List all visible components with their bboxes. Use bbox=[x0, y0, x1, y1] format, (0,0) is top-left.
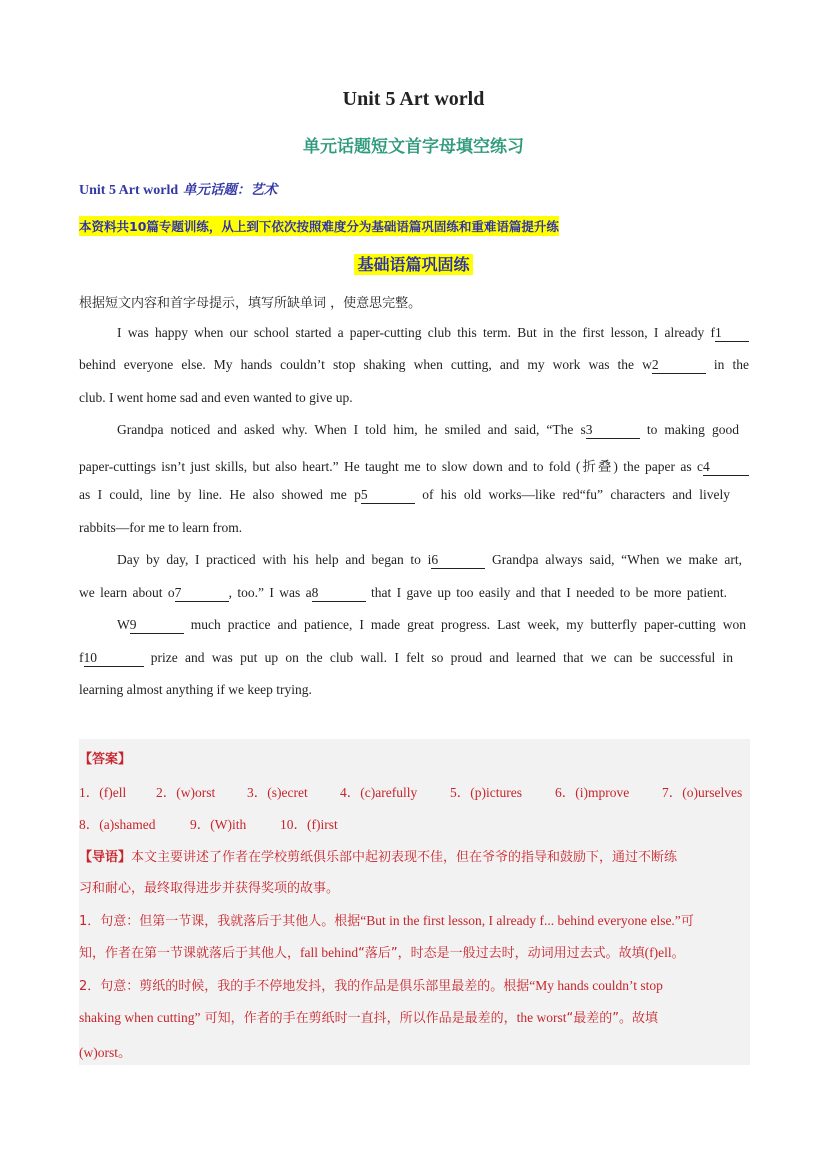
blank-8[interactable]: 8 bbox=[312, 586, 366, 602]
instruction: 根据短文内容和首字母提示，填写所缺单词 ，使意思完整。 bbox=[79, 296, 422, 311]
passage-line-2: behind everyone else. My hands couldn’t stop shaking when cutting, and my work was the w2 in the bbox=[79, 357, 749, 372]
answer-item: 6．(i)mprove bbox=[555, 785, 630, 800]
blank-10[interactable]: 10 bbox=[84, 651, 144, 667]
passage-line-6: as I could, line by line. He also showed me p5 of his old works—like red“fu” characters and lively bbox=[79, 487, 730, 502]
passage-line-4: Grandpa noticed and asked why. When I told him, he smiled and said, “The s3 to making good bbox=[117, 422, 739, 437]
page-title: Unit 5 Art world bbox=[342, 88, 485, 110]
answer-item: 1．(f)ell bbox=[79, 785, 127, 800]
answer-item: 3．(s)ecret bbox=[247, 785, 308, 800]
blank-9[interactable]: 9 bbox=[130, 618, 184, 634]
explain-2-line-1: 2．句意：剪纸的时候，我的手不停地发抖，我的作品是俱乐部里最差的。根据“My hands couldn’t stop bbox=[79, 978, 663, 994]
blank-5[interactable]: 5 bbox=[361, 488, 415, 504]
explain-1-line-1: 1．句意：但第一节课，我就落后于其他人。根据“But in the first lesson, I already f... behind everyone else.”可 bbox=[79, 913, 694, 929]
answer-item: 9．(W)ith bbox=[190, 817, 247, 832]
answer-item: 4．(c)arefully bbox=[340, 785, 418, 800]
blank-1[interactable]: 1 bbox=[715, 326, 749, 342]
blank-7[interactable]: 7 bbox=[175, 586, 229, 602]
answer-item: 10．(f)irst bbox=[280, 817, 338, 832]
blank-6[interactable]: 6 bbox=[431, 553, 485, 569]
passage-line-11: f10 prize and was put up on the club wall. I felt so proud and learned that we can be successful in bbox=[79, 650, 733, 665]
answer-item: 7．(o)urselves bbox=[662, 785, 743, 800]
answer-item: 5．(p)ictures bbox=[450, 785, 522, 800]
passage-line-12: learning almost anything if we keep trying. bbox=[79, 682, 312, 697]
section-heading-text: 基础语篇巩固练 bbox=[354, 254, 472, 275]
blank-4[interactable]: 4 bbox=[703, 460, 749, 476]
guide-line-1: 【导语】本文主要讲述了作者在学校剪纸俱乐部中起初表现不佳，但在爷爷的指导和鼓励下，通过不断练 bbox=[79, 850, 678, 865]
blank-2[interactable]: 2 bbox=[652, 358, 706, 374]
blank-3[interactable]: 3 bbox=[586, 423, 640, 439]
passage-line-5: paper-cuttings isn’t just skills, but also heart.” He taught me to slow down and to fold (折叠) the paper as c4 bbox=[79, 455, 749, 476]
explain-2-line-3: (w)orst。 bbox=[79, 1045, 132, 1060]
answer-label: 【答案】 bbox=[79, 752, 132, 767]
passage-line-9: we learn about o7 , too.” I was a8 that I gave up too easily and that I needed to be more patient. bbox=[79, 585, 728, 600]
page-subtitle: 单元话题短文首字母填空练习 bbox=[303, 137, 524, 157]
guide-line-2: 习和耐心，最终取得进步并获得奖项的故事。 bbox=[79, 881, 340, 896]
passage-line-3: club. I went home sad and even wanted to give up. bbox=[79, 390, 353, 405]
unit-topic bbox=[79, 178, 277, 199]
explain-2-line-2: shaking when cutting” 可知，作者的手在剪纸时一直抖，所以作品是最差的，the worst“最差的”。故填 bbox=[79, 1010, 658, 1026]
answer-item: 2．(w)orst bbox=[156, 785, 216, 800]
material-notice: 本资料共10篇专题训练，从上到下依次按照难度分为基础语篇巩固练和重难语篇提升练 bbox=[79, 216, 559, 236]
passage-line-8: Day by day, I practiced with his help and began to i6 Grandpa always said, “When we make art, bbox=[117, 552, 742, 567]
passage-line-10: W9 much practice and patience, I made great progress. Last week, my butterfly paper-cutting won bbox=[117, 617, 746, 632]
answer-item: 8．(a)shamed bbox=[79, 817, 156, 832]
unit-topic-en: Unit 5 Art world bbox=[79, 183, 179, 198]
explain-1-line-2: 知，作者在第一节课就落后于其他人，fall behind“落后”，时态是一般过去时，动词用过去式。故填(f)ell。 bbox=[79, 945, 685, 961]
passage-line-7: rabbits—for me to learn from. bbox=[79, 520, 243, 535]
passage-line-1: I was happy when our school started a paper-cutting club this term. But in the first lesson, I already f1 bbox=[117, 325, 749, 342]
section-heading bbox=[0, 252, 827, 275]
unit-topic-cn: 单元话题：艺术 bbox=[178, 182, 278, 198]
